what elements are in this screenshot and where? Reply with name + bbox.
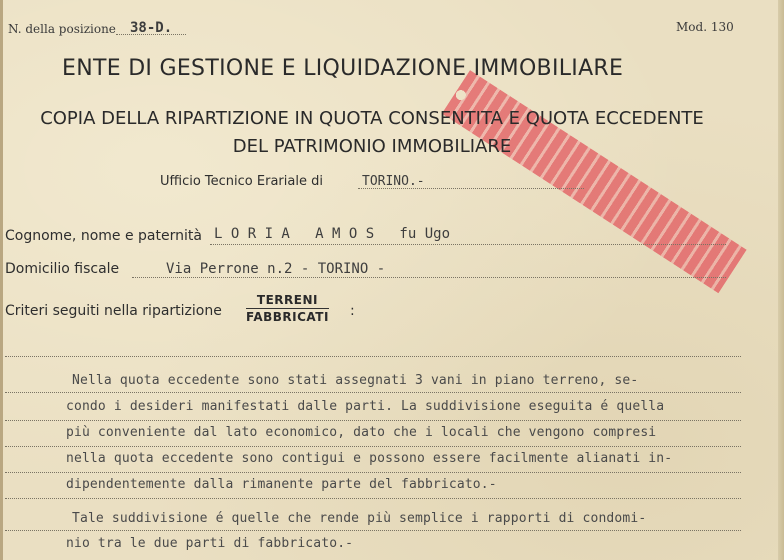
left-edge [0, 0, 3, 560]
name-dotline [210, 244, 726, 245]
position-label: N. della posizione [8, 22, 116, 36]
criteria-fabbricati: FABBRICATI [246, 310, 329, 324]
name-label: Cognome, nome e paternità [5, 228, 202, 244]
body-line-3: più conveniente dal lato economico, dato che i locali che vengono compresi [66, 425, 657, 440]
office-value: TORINO.- [362, 174, 425, 189]
ruled-line-6 [5, 498, 741, 499]
subtitle-line-2: DEL PATRIMONIO IMMOBILIARE [232, 136, 512, 157]
right-edge [778, 0, 784, 560]
domicile-value: Via Perrone n.2 - TORINO - [166, 261, 386, 277]
ruled-line-2 [5, 392, 741, 393]
criteria-label: Criteri seguiti nella ripartizione [5, 303, 222, 319]
subtitle-line-1: COPIA DELLA RIPARTIZIONE IN QUOTA CONSENTITA E QUOTA ECCEDENTE [40, 108, 704, 129]
criteria-terreni: TERRENI [246, 292, 329, 309]
ruled-line-4 [5, 446, 741, 447]
criteria-colon: : [350, 303, 355, 319]
body-line-7: nio tra le due parti di fabbricato.- [66, 536, 354, 551]
body-line-5: dipendentemente dalla rimanente parte del fabbricato.- [66, 477, 497, 492]
body-line-6: Tale suddivisione é quelle che rende più semplice i rapporti di condomi- [72, 511, 647, 526]
ruled-line-5 [5, 472, 741, 473]
domicile-dotline [132, 277, 726, 278]
position-value: 38-D. [130, 20, 173, 36]
ruled-line-1 [5, 356, 741, 357]
document-title: ENTE DI GESTIONE E LIQUIDAZIONE IMMOBILIARE [62, 56, 624, 81]
ruled-line-3 [5, 420, 741, 421]
office-label: Ufficio Tecnico Erariale di [160, 174, 323, 189]
model-number: Mod. 130 [676, 20, 734, 34]
ruled-line-7 [5, 530, 741, 531]
body-line-2: condo i desideri manifestati dalle parti. La suddivisione eseguita é quella [66, 399, 665, 414]
name-value: L O R I A A M O S fu Ugo [214, 226, 451, 242]
body-line-1: Nella quota eccedente sono stati assegnati 3 vani in piano terreno, se- [72, 373, 639, 388]
criteria-fraction [246, 292, 329, 325]
domicile-label: Domicilio fiscale [5, 261, 120, 277]
body-line-4: nella quota eccedente sono contigui e possono essere facilmente alianati in- [66, 451, 673, 466]
